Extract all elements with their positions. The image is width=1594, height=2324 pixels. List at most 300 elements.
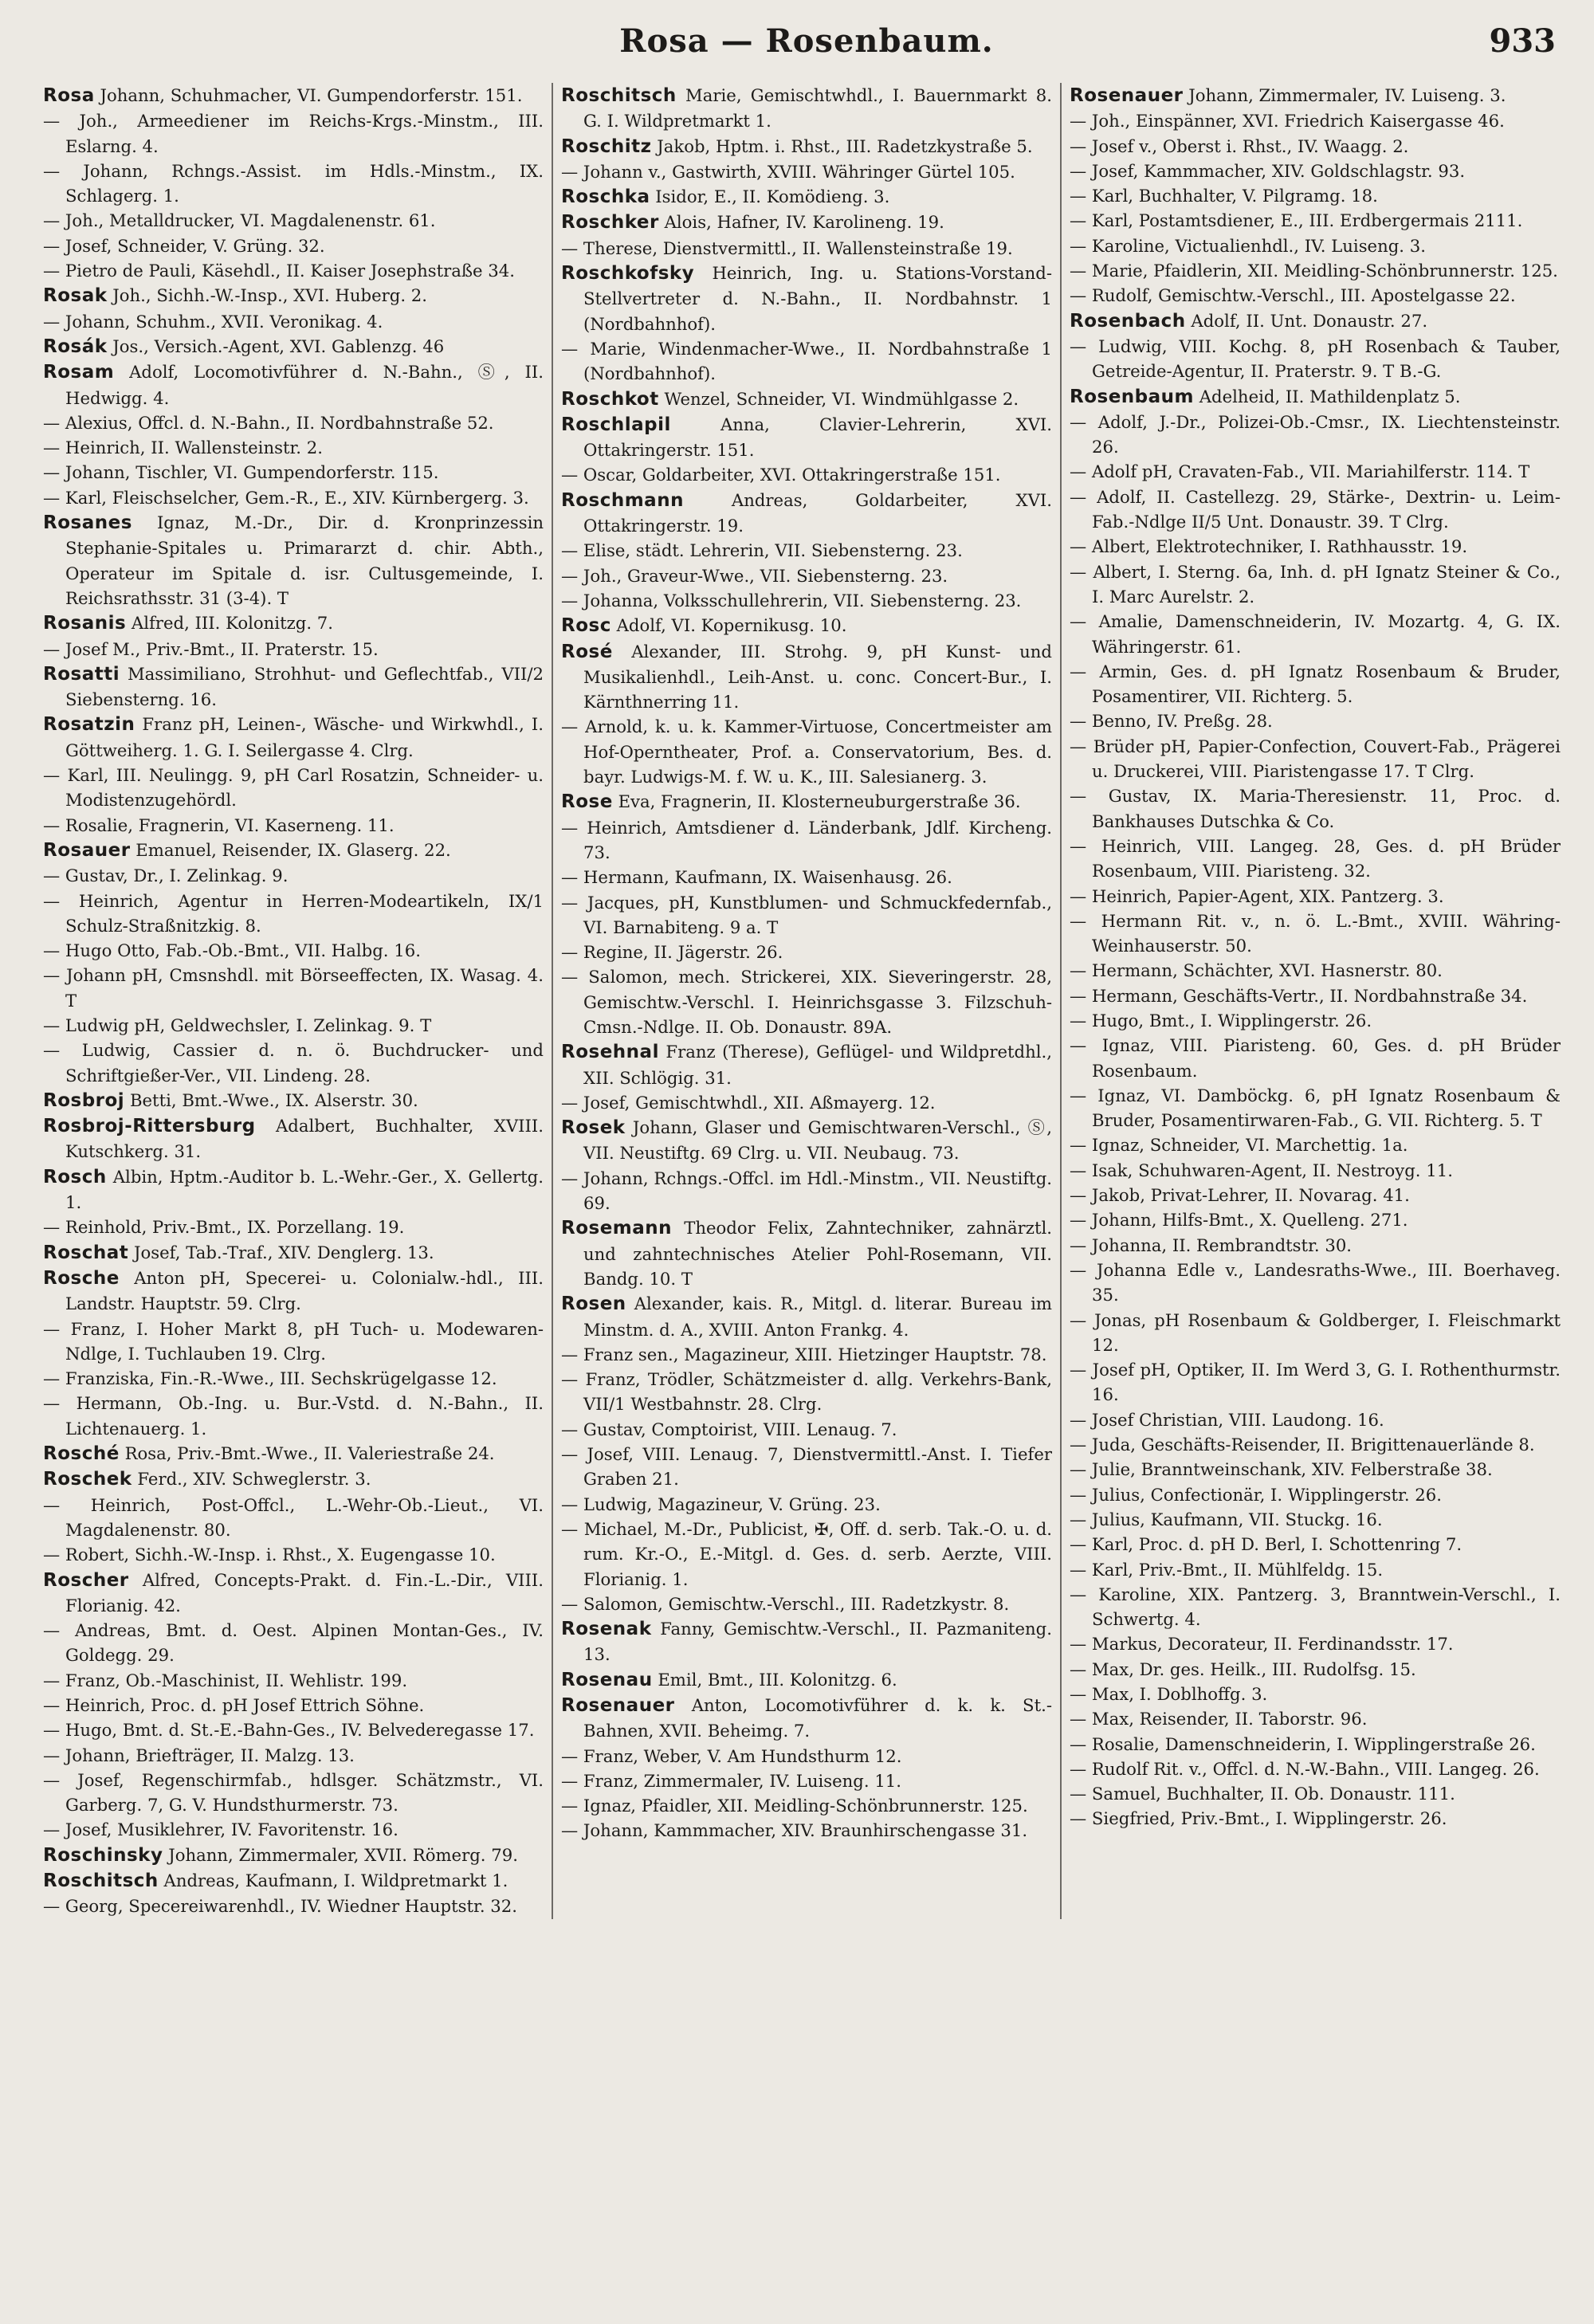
directory-entry bbox=[1070, 1357, 1561, 1407]
directory-entry bbox=[561, 940, 1052, 964]
entry-details: — Josef, Schneider, V. Grüng. 32. bbox=[43, 235, 325, 256]
entry-details: — Ignaz, VIII. Piaristeng. 60, Ges. d. pH Brüder Rosenbaum. bbox=[1070, 1035, 1561, 1081]
entry-details: — Johanna, Volksschullehrerin, VII. Siebensterng. 23. bbox=[561, 590, 1022, 610]
directory-entry bbox=[43, 234, 544, 258]
directory-entry bbox=[1070, 609, 1561, 659]
directory-entry bbox=[561, 588, 1052, 613]
entry-surname: Rosauer bbox=[43, 839, 131, 861]
entry-surname: Rosbroj-Rittersburg bbox=[43, 1116, 256, 1137]
directory-entry bbox=[561, 83, 1052, 134]
entry-details: — Josef, Musiklehrer, IV. Favoritenstr. 16. bbox=[43, 1820, 398, 1840]
directory-entry bbox=[43, 1088, 544, 1113]
directory-entry bbox=[561, 1517, 1052, 1592]
directory-entry bbox=[561, 789, 1052, 815]
entry-details: — Rudolf Rit. v., Offcl. d. N.-W.-Bahn., VIII. Langeg. 26. bbox=[1070, 1758, 1540, 1779]
entry-surname: Roschmann bbox=[561, 489, 684, 511]
directory-entry bbox=[561, 563, 1052, 588]
entry-details: — Robert, Sichh.-W.-Insp. i. Rhst., X. Eugengasse 10. bbox=[43, 1545, 496, 1565]
entry-details: — Siegfried, Priv.-Bmt., I. Wipplingerstr. 26. bbox=[1070, 1808, 1447, 1829]
directory-entry bbox=[43, 460, 544, 485]
directory-entry bbox=[43, 108, 544, 159]
directory-entry bbox=[1070, 958, 1561, 983]
entry-details: — Hugo, Bmt. d. St.-E.-Bahn-Ges., IV. Belvederegasse 17. bbox=[43, 1720, 535, 1741]
entry-details: — Andreas, Bmt. d. Oest. Alpinen Montan-Ges., IV. Goldegg. 29. bbox=[43, 1620, 544, 1666]
entry-details: Andreas, Kaufmann, I. Wildpretmarkt 1. bbox=[163, 1871, 508, 1891]
entry-details: — Josef, Gemischtwhdl., XII. Aßmayerg. 12. bbox=[561, 1092, 936, 1113]
directory-entry bbox=[1070, 834, 1561, 884]
entry-details: — Josef v., Oberst i. Rhst., IV. Waagg. 2. bbox=[1070, 135, 1409, 156]
directory-entry bbox=[1070, 1482, 1561, 1507]
entry-details: Anton, Locomotivführer d. k. k. St.-Bahnen, XVII. Beheimg. 7. bbox=[583, 1695, 1052, 1741]
directory-entry bbox=[1070, 1083, 1561, 1133]
directory-entry bbox=[43, 1466, 544, 1492]
directory-entry bbox=[1070, 1781, 1561, 1806]
entry-details: Joh., Sichh.-W.-Insp., XVI. Huberg. 2. bbox=[112, 285, 428, 306]
entry-details: — Marie, Windenmacher-Wwe., II. Nordbahnstraße 1 (Nordbahnhof). bbox=[561, 338, 1052, 384]
directory-entry bbox=[561, 1367, 1052, 1417]
entry-details: Anna, Clavier-Lehrerin, XVI. Ottakringerstr. 151. bbox=[583, 414, 1052, 461]
directory-entry bbox=[43, 637, 544, 661]
entry-details: Massimiliano, Strohhut- und Geflechtfab., VII/2 Siebensterng. 16. bbox=[65, 663, 544, 710]
directory-entry bbox=[43, 410, 544, 435]
entry-details: — Heinrich, Proc. d. pH Josef Ettrich Söhne. bbox=[43, 1695, 425, 1715]
entry-details: Wenzel, Schneider, VI. Windmühlgasse 2. bbox=[664, 388, 1019, 409]
directory-entry bbox=[43, 1317, 544, 1367]
entry-details: Ferd., XIV. Schweglerstr. 3. bbox=[137, 1469, 371, 1490]
directory-entry bbox=[1070, 1207, 1561, 1232]
entry-details: — Julius, Confectionär, I. Wipplingerstr. 26. bbox=[1070, 1484, 1442, 1505]
entry-details: — Josef M., Priv.-Bmt., II. Praterstr. 15. bbox=[43, 638, 379, 659]
directory-entry bbox=[561, 210, 1052, 235]
directory-entry bbox=[1070, 659, 1561, 709]
directory-entry bbox=[43, 485, 544, 510]
directory-entry bbox=[561, 1667, 1052, 1693]
entry-details: — Ludwig, Cassier d. n. ö. Buchdrucker- und Schriftgießer-Ver., VII. Lindeng. 28. bbox=[43, 1040, 544, 1085]
entry-details: Theodor Felix, Zahntechniker, zahnärztl. und zahntechnisches Atelier Pohl-Rosemann, VII. Bandg. 10. T bbox=[583, 1218, 1052, 1289]
directory-entry bbox=[1070, 709, 1561, 733]
entry-surname: Rosanis bbox=[43, 613, 127, 634]
entry-details: — Johanna, II. Rembrandtstr. 30. bbox=[1070, 1235, 1353, 1255]
directory-entry bbox=[43, 435, 544, 460]
entry-details: Jakob, Hptm. i. Rhst., III. Radetzkystraße 5. bbox=[657, 135, 1033, 156]
entry-details: — Karl, Fleischselcher, Gem.-R., E., XIV. Kürnbergerg. 3. bbox=[43, 487, 529, 508]
directory-entry bbox=[561, 412, 1052, 463]
page-header bbox=[43, 16, 1570, 69]
directory-entry bbox=[1070, 1557, 1561, 1582]
entry-details: — Karoline, XIX. Pantzerg. 3, Branntwein-Verschl., I. Schwertg. 4. bbox=[1070, 1584, 1561, 1630]
directory-entry bbox=[1070, 459, 1561, 484]
directory-entry bbox=[1070, 334, 1561, 384]
directory-entry bbox=[1070, 83, 1561, 108]
entry-details: — Franz, I. Hoher Markt 8, pH Tuch- u. Modewaren-Ndlge, I. Tuchlauben 19. Clrg. bbox=[43, 1318, 544, 1364]
directory-entry bbox=[43, 863, 544, 888]
entry-surname: Rosch bbox=[43, 1166, 107, 1188]
entry-details: Emil, Bmt., III. Kolonitzg. 6. bbox=[658, 1669, 897, 1690]
entry-details: — Hermann, Geschäfts-Vertr., II. Nordbahnstraße 34. bbox=[1070, 985, 1528, 1006]
directory-entry bbox=[1070, 1308, 1561, 1358]
directory-entry bbox=[1070, 1806, 1561, 1831]
entry-details: — Heinrich, Post-Offcl., L.-Wehr-Ob.-Lieut., VI. Magdalenenstr. 80. bbox=[43, 1494, 544, 1540]
entry-details: — Joh., Metalldrucker, VI. Magdalenenstr. 61. bbox=[43, 210, 436, 231]
entry-details: Adelheid, II. Mathildenplatz 5. bbox=[1199, 386, 1461, 406]
entry-details: — Jakob, Privat-Lehrer, II. Novarag. 41. bbox=[1070, 1185, 1410, 1206]
directory-entry bbox=[1070, 1233, 1561, 1258]
entry-details: — Reinhold, Priv.-Bmt., IX. Porzellang. 19. bbox=[43, 1217, 405, 1238]
directory-entry bbox=[43, 208, 544, 233]
column-1 bbox=[43, 83, 552, 1919]
entry-details: — Albert, I. Sterng. 6a, Inh. d. pH Ignatz Steiner & Co., I. Marc Aurelstr. 2. bbox=[1070, 561, 1561, 607]
entry-details: — Karl, Proc. d. pH D. Berl, I. Schottenring 7. bbox=[1070, 1534, 1462, 1555]
entry-details: — Ignaz, VI. Damböckg. 6, pH Ignatz Rosenbaum & Bruder, Posamentirwaren-Fab., G. VII. Richterg. 5. T bbox=[1070, 1085, 1561, 1131]
entry-details: — Heinrich, Agentur in Herren-Modeartikeln, IX/1 Schulz-Straßnitzkig. 8. bbox=[43, 890, 544, 936]
entry-details: — Rudolf, Gemischtw.-Verschl., III. Apostelgasse 22. bbox=[1070, 285, 1516, 306]
entry-details: Eva, Fragnerin, II. Klosterneuburgerstraße 36. bbox=[618, 791, 1021, 812]
entry-details: Alexander, kais. R., Mitgl. d. literar. Bureau im Minstm. d. A., XVIII. Anton Frankg. 4. bbox=[583, 1294, 1052, 1340]
entry-details: Emanuel, Reisender, IX. Glaserg. 22. bbox=[135, 839, 451, 860]
directory-entry bbox=[43, 1542, 544, 1567]
directory-entry bbox=[561, 815, 1052, 866]
entry-details: — Georg, Specereiwarenhdl., IV. Wiedner Hauptstr. 32. bbox=[43, 1896, 517, 1917]
entry-details: Franz (Therese), Geflügel- und Wildpretdhl., XII. Schlögig. 31. bbox=[583, 1042, 1052, 1088]
entry-details: — Heinrich, Amtsdiener d. Länderbank, Jdlf. Kircheng. 73. bbox=[561, 817, 1052, 862]
entry-details: Heinrich, Ing. u. Stations-Vorstand-Stellvertreter d. N.-Bahn., II. Nordbahnstr. 1 (Nordbahnhof). bbox=[583, 263, 1052, 334]
directory-entry bbox=[43, 1113, 544, 1164]
entry-surname: Rosák bbox=[43, 336, 108, 357]
entry-details: — Isak, Schuhwaren-Agent, II. Nestroyg. 11. bbox=[1070, 1160, 1453, 1180]
directory-entry bbox=[43, 1391, 544, 1441]
directory-entry bbox=[43, 712, 544, 763]
directory-entry bbox=[1070, 1682, 1561, 1706]
entry-surname: Rosemann bbox=[561, 1218, 673, 1239]
entry-surname: Roschka bbox=[561, 186, 650, 208]
directory-entry bbox=[43, 1013, 544, 1038]
directory-entry bbox=[1070, 884, 1561, 909]
entry-details: — Juda, Geschäfts-Reisender, II. Brigittenauerlände 8. bbox=[1070, 1435, 1535, 1455]
directory-entry bbox=[1070, 734, 1561, 784]
entry-details: Johann, Schuhmacher, VI. Gumpendorferstr. 151. bbox=[100, 85, 523, 105]
entry-details: Alois, Hafner, IV. Karolineng. 19. bbox=[664, 212, 944, 233]
directory-entry bbox=[43, 510, 544, 610]
directory-entry bbox=[43, 83, 544, 108]
entry-details: — Josef, Regenschirmfab., hdlsger. Schätzmstr., VI. Garberg. 7, G. V. Hundsthurmerstr. 73. bbox=[43, 1769, 544, 1816]
directory-entry bbox=[1070, 1631, 1561, 1656]
entry-surname: Rosenauer bbox=[1070, 85, 1184, 106]
directory-entry bbox=[43, 1240, 544, 1266]
directory-entry bbox=[1070, 909, 1561, 959]
directory-entry bbox=[1070, 1158, 1561, 1183]
entry-details: Alfred, III. Kolonitzg. 7. bbox=[131, 613, 334, 634]
entry-surname: Rosen bbox=[561, 1294, 626, 1315]
directory-entry bbox=[1070, 559, 1561, 610]
directory-entry bbox=[561, 714, 1052, 789]
directory-entry bbox=[561, 159, 1052, 184]
directory-entry bbox=[1070, 783, 1561, 834]
directory-entry bbox=[561, 964, 1052, 1039]
directory-entry bbox=[43, 334, 544, 359]
entry-details: — Salomon, Gemischtw.-Verschl., III. Radetzkystr. 8. bbox=[561, 1593, 1010, 1614]
directory-entry bbox=[1070, 1133, 1561, 1157]
entry-details: — Amalie, Damenschneiderin, IV. Mozartg. 4, G. IX. Währingerstr. 61. bbox=[1070, 611, 1561, 657]
directory-entry bbox=[561, 184, 1052, 210]
entry-details: — Heinrich, VIII. Langeg. 28, Ges. d. pH Brüder Rosenbaum, VIII. Piaristeng. 32. bbox=[1070, 835, 1561, 881]
directory-entry bbox=[561, 1090, 1052, 1115]
directory-entry bbox=[43, 763, 544, 813]
directory-entry bbox=[561, 1592, 1052, 1616]
entry-details: — Karl, III. Neulingg. 9, pH Carl Rosatzin, Schneider- u. Modistenzugehördl. bbox=[43, 765, 544, 811]
directory-entry bbox=[561, 613, 1052, 638]
entry-surname: Roschek bbox=[43, 1469, 132, 1490]
directory-entry bbox=[43, 1693, 544, 1717]
entry-details: — Josef pH, Optiker, II. Im Werd 3, G. I. Rothenthurmstr. 16. bbox=[1070, 1360, 1561, 1405]
directory-entry bbox=[43, 963, 544, 1013]
directory-entry bbox=[1070, 134, 1561, 159]
directory-entry bbox=[43, 1441, 544, 1466]
entry-surname: Rosc bbox=[561, 615, 611, 637]
entry-details: Anton pH, Specerei- u. Colonialw.-hdl., III. Landstr. Hauptstr. 59. Clrg. bbox=[65, 1267, 544, 1314]
directory-entry bbox=[1070, 1008, 1561, 1033]
entry-details: — Franz, Weber, V. Am Hundsthurm 12. bbox=[561, 1745, 902, 1766]
directory-entry bbox=[43, 1817, 544, 1842]
entry-details: Fanny, Gemischtw.-Verschl., II. Pazmaniteng. 13. bbox=[583, 1619, 1052, 1665]
directory-entry bbox=[1070, 1657, 1561, 1682]
directory-entry bbox=[1070, 1706, 1561, 1731]
entry-details: — Armin, Ges. d. pH Ignatz Rosenbaum & Bruder, Posamentirer, VII. Richterg. 5. bbox=[1070, 661, 1561, 707]
directory-entry bbox=[1070, 108, 1561, 133]
entry-details: — Heinrich, Papier-Agent, XIX. Pantzerg. 3. bbox=[1070, 885, 1444, 906]
entry-details: — Franz, Zimmermaler, IV. Luiseng. 11. bbox=[561, 1770, 902, 1791]
entry-details: — Johann, Hilfs-Bmt., X. Quelleng. 271. bbox=[1070, 1210, 1408, 1231]
directory-entry bbox=[1070, 1732, 1561, 1757]
entry-surname: Roschitsch bbox=[561, 85, 677, 106]
entry-details: — Rosalie, Damenschneiderin, I. Wipplingerstraße 26. bbox=[1070, 1733, 1536, 1754]
directory-entry bbox=[561, 1115, 1052, 1166]
directory-entry bbox=[43, 1618, 544, 1668]
entry-details: — Franz sen., Magazineur, XIII. Hietzinger Hauptstr. 78. bbox=[561, 1344, 1047, 1364]
entry-details: — Karoline, Victualienhdl., IV. Luiseng. 3. bbox=[1070, 235, 1426, 256]
directory-entry bbox=[43, 813, 544, 838]
entry-details: — Johann, Kammmacher, XIV. Braunhirschengasse 31. bbox=[561, 1820, 1028, 1841]
directory-entry bbox=[1070, 1183, 1561, 1207]
entry-details: — Adolf, J.-Dr., Polizei-Ob.-Cmsr., IX. Liechtensteinstr. 26. bbox=[1070, 411, 1561, 457]
entry-details: — Arnold, k. u. k. Kammer-Virtuose, Concertmeister am Hof-Operntheater, Prof. a. Conservatorium, Bes. d. bayr. Ludwigs-M. f. W. u. K., III. Salesianerg. 3. bbox=[561, 716, 1052, 787]
entry-details: — Julie, Branntweinschank, XIV. Felberstraße 38. bbox=[1070, 1459, 1493, 1480]
entry-details: Adalbert, Buchhalter, XVIII. Kutschkerg. 31. bbox=[65, 1116, 544, 1162]
entry-details: — Oscar, Goldarbeiter, XVI. Ottakringerstraße 151. bbox=[561, 465, 1001, 485]
entry-details: — Brüder pH, Papier-Confection, Couvert-Fab., Prägerei u. Druckerei, VIII. Piaristengasse 17. T Clrg. bbox=[1070, 736, 1561, 782]
directory-entry bbox=[1070, 983, 1561, 1008]
entry-surname: Rosenak bbox=[561, 1619, 652, 1640]
entry-surname: Roschitsch bbox=[43, 1871, 159, 1892]
directory-entry bbox=[43, 159, 544, 209]
entry-details: — Gustav, IX. Maria-Theresienstr. 11, Proc. d. Bankhauses Dutschka & Co. bbox=[1070, 786, 1561, 831]
directory-entry bbox=[561, 1693, 1052, 1744]
entry-details: — Johann, Briefträger, II. Malzg. 13. bbox=[43, 1745, 355, 1765]
entry-details: Isidor, E., II. Komödieng. 3. bbox=[655, 186, 890, 207]
entry-details: — Markus, Decorateur, II. Ferdinandsstr. 17. bbox=[1070, 1634, 1454, 1655]
entry-details: — Joh., Einspänner, XVI. Friedrich Kaisergasse 46. bbox=[1070, 111, 1505, 132]
directory-entry bbox=[561, 1291, 1052, 1342]
entry-surname: Roschkofsky bbox=[561, 263, 695, 285]
entry-details: Albin, Hptm.-Auditor b. L.-Wehr.-Ger., X. Gellertg. 1. bbox=[65, 1166, 544, 1213]
directory-entry bbox=[561, 639, 1052, 715]
entry-surname: Rosa bbox=[43, 85, 95, 106]
directory-entry bbox=[1070, 1432, 1561, 1457]
entry-details: — Hermann, Kaufmann, IX. Waisenhausg. 26. bbox=[561, 867, 952, 888]
directory-entry bbox=[561, 488, 1052, 539]
entry-details: — Jonas, pH Rosenbaum & Goldberger, I. Fleischmarkt 12. bbox=[1070, 1309, 1561, 1355]
column-3 bbox=[1060, 83, 1568, 1919]
entry-surname: Rosenbaum bbox=[1070, 386, 1194, 407]
directory-entry bbox=[561, 1616, 1052, 1667]
entry-details: — Heinrich, II. Wallensteinstr. 2. bbox=[43, 438, 323, 458]
directory-entry bbox=[43, 258, 544, 283]
entry-details: — Karl, Priv.-Bmt., II. Mühlfeldg. 15. bbox=[1070, 1559, 1384, 1580]
entry-surname: Rosanes bbox=[43, 512, 132, 534]
running-title: Rosa — Rosenbaum. bbox=[619, 22, 994, 60]
entry-details: — Josef, Kammmacher, XIV. Goldschlagstr. 93. bbox=[1070, 160, 1466, 181]
entry-details: Adolf, VI. Kopernikusg. 10. bbox=[616, 615, 847, 636]
directory-entry bbox=[1070, 1532, 1561, 1557]
directory-entry bbox=[1070, 258, 1561, 283]
entry-details: — Hugo Otto, Fab.-Ob.-Bmt., VII. Halbg. 16. bbox=[43, 940, 421, 961]
directory-entry bbox=[43, 1493, 544, 1543]
directory-entry bbox=[43, 1164, 544, 1215]
entry-details: Adolf, II. Unt. Donaustr. 27. bbox=[1191, 310, 1428, 331]
directory-entry bbox=[561, 1492, 1052, 1517]
entry-details: — Joh., Graveur-Wwe., VII. Siebensterng. 23. bbox=[561, 565, 948, 586]
directory-entry bbox=[43, 938, 544, 963]
entry-surname: Roschat bbox=[43, 1242, 129, 1263]
entry-details: — Gustav, Dr., I. Zelinkag. 9. bbox=[43, 866, 289, 886]
entry-surname: Rosé bbox=[561, 641, 613, 662]
entry-details: — Gustav, Comptoirist, VIII. Lenaug. 7. bbox=[561, 1419, 897, 1439]
entry-details: Rosa, Priv.-Bmt.-Wwe., II. Valeriestraße 24. bbox=[124, 1443, 495, 1464]
directory-entry bbox=[1070, 1757, 1561, 1781]
entry-details: Adolf, Locomotivführer d. N.-Bahn., Ⓢ, II. Hedwigg. 4. bbox=[65, 362, 544, 408]
directory-entry bbox=[561, 1442, 1052, 1492]
entry-surname: Rosatzin bbox=[43, 714, 135, 736]
entry-details: — Alexius, Offcl. d. N.-Bahn., II. Nordbahnstraße 52. bbox=[43, 412, 494, 433]
entry-details: — Johann, Schuhm., XVII. Veronikag. 4. bbox=[43, 311, 383, 332]
directory-entry bbox=[561, 336, 1052, 387]
entry-details: — Karl, Postamtsdiener, E., III. Erdbergermais 2111. bbox=[1070, 210, 1523, 231]
entry-details: — Regine, II. Jägerstr. 26. bbox=[561, 942, 783, 963]
directory-entry bbox=[561, 261, 1052, 336]
entry-surname: Rosche bbox=[43, 1267, 120, 1289]
directory-entry bbox=[561, 134, 1052, 159]
entry-surname: Rosbroj bbox=[43, 1089, 125, 1111]
directory-entry bbox=[43, 1366, 544, 1391]
directory-entry bbox=[43, 610, 544, 636]
directory-entry bbox=[561, 1818, 1052, 1843]
entry-details: — Adolf pH, Cravaten-Fab., VII. Mariahilferstr. 114. T bbox=[1070, 461, 1530, 482]
entry-details: Marie, Gemischtwhdl., I. Bauernmarkt 8. G. I. Wildpretmarkt 1. bbox=[583, 85, 1052, 132]
directory-entry bbox=[1070, 159, 1561, 183]
directory-entry bbox=[1070, 183, 1561, 208]
entry-details: — Hermann, Schächter, XVI. Hasnerstr. 80. bbox=[1070, 960, 1443, 981]
directory-entry bbox=[43, 1668, 544, 1693]
directory-entry bbox=[1070, 283, 1561, 308]
entry-surname: Rose bbox=[561, 791, 613, 813]
directory-entry bbox=[1070, 485, 1561, 535]
directory-entry bbox=[1070, 1507, 1561, 1532]
entry-details: — Franz, Ob.-Maschinist, II. Wehlistr. 199. bbox=[43, 1670, 408, 1690]
directory-entry bbox=[561, 1166, 1052, 1216]
entry-surname: Roschinsky bbox=[43, 1844, 163, 1866]
page-number: 933 bbox=[1489, 22, 1556, 60]
directory-entry bbox=[561, 1793, 1052, 1818]
entry-details: — Ignaz, Pfaidler, XII. Meidling-Schönbrunnerstr. 125. bbox=[561, 1796, 1028, 1816]
directory-entry bbox=[43, 1038, 544, 1088]
entry-details: — Therese, Dienstvermittl., II. Wallensteinstraße 19. bbox=[561, 238, 1013, 258]
entry-details: — Josef, VIII. Lenaug. 7, Dienstvermittl.-Anst. I. Tiefer Graben 21. bbox=[561, 1444, 1052, 1490]
entry-details: — Elise, städt. Lehrerin, VII. Siebensterng. 23. bbox=[561, 540, 963, 561]
directory-entry bbox=[43, 1266, 544, 1317]
entry-details: — Rosalie, Fragnerin, VI. Kaserneng. 11. bbox=[43, 815, 395, 835]
entry-details: — Ignaz, Schneider, VI. Marchettig. 1a. bbox=[1070, 1135, 1408, 1156]
directory-entry bbox=[1070, 384, 1561, 410]
entry-details: Josef, Tab.-Traf., XIV. Denglerg. 13. bbox=[133, 1242, 434, 1262]
directory-entry bbox=[43, 838, 544, 863]
directory-entry bbox=[561, 1769, 1052, 1793]
directory-entry bbox=[43, 1843, 544, 1868]
directory-entry bbox=[43, 1894, 544, 1918]
directory-entry bbox=[1070, 1258, 1561, 1308]
entry-details: — Ludwig pH, Geldwechsler, I. Zelinkag. 9. T bbox=[43, 1015, 432, 1035]
entry-details: — Max, Dr. ges. Heilk., III. Rudolfsg. 15. bbox=[1070, 1659, 1416, 1679]
entry-details: — Joh., Armeediener im Reichs-Krgs.-Minstm., III. Eslarng. 4. bbox=[43, 111, 544, 156]
entry-details: Johann, Zimmermaler, XVII. Römerg. 79. bbox=[168, 1844, 518, 1865]
directory-entry bbox=[1070, 1582, 1561, 1632]
directory-entry bbox=[561, 890, 1052, 940]
entry-surname: Roschlapil bbox=[561, 414, 671, 435]
entry-details: — Max, I. Doblhoffg. 3. bbox=[1070, 1684, 1268, 1704]
entry-details: — Johann v., Gastwirth, XVIII. Währinger Gürtel 105. bbox=[561, 161, 1015, 182]
entry-surname: Rosenau bbox=[561, 1669, 653, 1690]
entry-details: Alexander, III. Strohg. 9, pH Kunst- und Musikalienhdl., Leih-Anst. u. conc. Concert-Bur., I. Kärnthnerring 11. bbox=[583, 641, 1052, 713]
entry-details: — Hermann Rit. v., n. ö. L.-Bmt., XVIII. Währing-Weinhauserstr. 50. bbox=[1070, 910, 1561, 956]
directory-entry bbox=[561, 387, 1052, 412]
entry-surname: Rosehnal bbox=[561, 1042, 659, 1063]
entry-details: Franz pH, Leinen-, Wäsche- und Wirkwhdl., I. Göttweiherg. 1. G. I. Seilergasse 4. Clrg. bbox=[65, 714, 544, 760]
directory-entry bbox=[43, 1743, 544, 1768]
directory-entry bbox=[561, 1039, 1052, 1090]
entry-details: — Max, Reisender, II. Taborstr. 96. bbox=[1070, 1709, 1368, 1729]
entry-details: Ignaz, M.-Dr., Dir. d. Kronprinzessin Stephanie-Spitales u. Primararzt d. chir. Abth., Operateur im Spitale d. isr. Cultusgemeinde, I. Reichsrathsstr. 31 (3-4). T bbox=[65, 512, 544, 608]
entry-details: Johann, Glaser und Gemischtwaren-Verschl., Ⓢ, VII. Neustiftg. 69 Clrg. u. VII. Neubaug. 73. bbox=[583, 1117, 1052, 1164]
directory-entry bbox=[1070, 208, 1561, 233]
entry-surname: Rosek bbox=[561, 1117, 626, 1139]
entry-details: — Marie, Pfaidlerin, XII. Meidling-Schönbrunnerstr. 125. bbox=[1070, 261, 1558, 281]
entry-details: Alfred, Concepts-Prakt. d. Fin.-L.-Dir., VIII. Florianig. 42. bbox=[65, 1569, 544, 1615]
directory-entry bbox=[43, 889, 544, 939]
entry-details: — Michael, M.-Dr., Publicist, ✠, Off. d. serb. Tak.-O. u. d. rum. Kr.-O., E.-Mitgl. d. Ges. d. serb. Aerzte, VIII. Florianig. 1. bbox=[561, 1518, 1052, 1589]
entry-surname: Rosam bbox=[43, 362, 115, 383]
entry-details: — Franz, Trödler, Schätzmeister d. allg. Verkehrs-Bank, VII/1 Westbahnstr. 28. Clrg. bbox=[561, 1369, 1052, 1415]
entry-details: — Salomon, mech. Strickerei, XIX. Sieveringerstr. 28, Gemischtw.-Verschl. I. Heinrichsgasse 3. Filzschuh-Cmsn.-Ndlge. II. Ob. Donaustr. 89A. bbox=[561, 967, 1052, 1037]
entry-surname: Rosché bbox=[43, 1443, 120, 1465]
entry-details: — Benno, IV. Preßg. 28. bbox=[1070, 711, 1273, 732]
entry-details: — Ludwig, Magazineur, V. Grüng. 23. bbox=[561, 1494, 881, 1514]
entry-surname: Roschitz bbox=[561, 135, 652, 157]
entry-details: — Albert, Elektrotechniker, I. Rathhausstr. 19. bbox=[1070, 536, 1468, 557]
entry-surname: Rosatti bbox=[43, 663, 120, 685]
entry-details: Jos., Versich.-Agent, XVI. Gablenzg. 46 bbox=[112, 336, 445, 356]
entry-details: — Johanna Edle v., Landesraths-Wwe., III. Boerhaveg. 35. bbox=[1070, 1259, 1561, 1305]
directory-entry bbox=[561, 236, 1052, 261]
entry-details: — Josef Christian, VIII. Laudong. 16. bbox=[1070, 1409, 1384, 1430]
directory-entry bbox=[561, 462, 1052, 487]
